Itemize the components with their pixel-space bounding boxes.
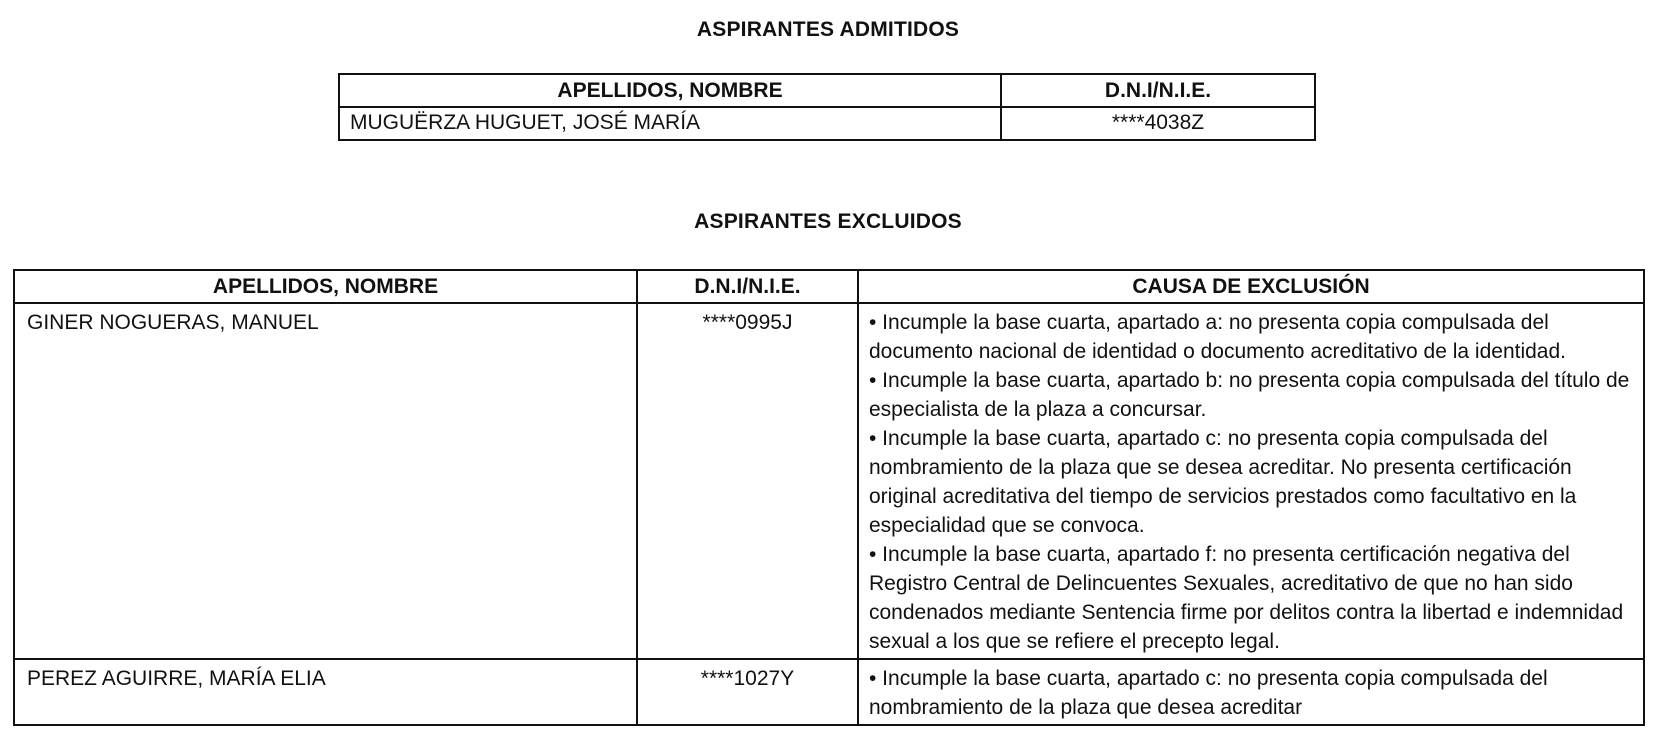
admitted-header-row <box>339 74 1315 107</box>
excluded-header-row <box>14 270 1644 303</box>
excluded-header-name: APELLIDOS, NOMBRE <box>14 270 637 303</box>
excluded-header-cause: CAUSA DE EXCLUSIÓN <box>858 270 1644 303</box>
excluded-header-dni: D.N.I/N.I.E. <box>637 270 858 303</box>
table-row <box>14 659 1644 725</box>
exclusion-reason: • Incumple la base cuarta, apartado b: no presenta copia compulsada del título de especialista de la plaza a concursar. <box>869 369 1630 421</box>
table-row <box>14 303 1644 659</box>
exclusion-reason: • Incumple la base cuarta, apartado c: no presenta copia compulsada del nombramiento de la plaza que se desea acreditar. No presenta certificación original acreditativa del tiempo de servicios prestados como facultativo en la especialidad que se convoca. <box>869 427 1577 537</box>
exclusion-reasons-cell <box>858 303 1644 659</box>
admitted-header-name: APELLIDOS, NOMBRE <box>339 74 1001 107</box>
excluded-name-cell: PEREZ AGUIRRE, MARÍA ELIA <box>14 659 637 725</box>
table-row <box>339 107 1315 140</box>
exclusion-reasons-cell <box>858 659 1644 725</box>
excluded-dni-cell: ****0995J <box>637 303 858 659</box>
excluded-section-title: ASPIRANTES EXCLUIDOS <box>694 210 962 233</box>
excluded-dni-cell: ****1027Y <box>637 659 858 725</box>
admitted-section-title: ASPIRANTES ADMITIDOS <box>696 18 960 41</box>
exclusion-reason: • Incumple la base cuarta, apartado c: no presenta copia compulsada del nombramiento de la plaza que desea acreditar <box>869 667 1548 719</box>
excluded-table <box>13 269 1645 726</box>
admitted-name-cell: MUGUËRZA HUGUET, JOSÉ MARÍA <box>339 107 1001 140</box>
admitted-header-dni: D.N.I/N.I.E. <box>1001 74 1315 107</box>
admitted-table <box>338 73 1316 141</box>
exclusion-reason: • Incumple la base cuarta, apartado a: no presenta copia compulsada del documento nacional de identidad o documento acreditativo de la identidad. <box>869 311 1566 363</box>
excluded-name-cell: GINER NOGUERAS, MANUEL <box>14 303 637 659</box>
exclusion-reason: • Incumple la base cuarta, apartado f: no presenta certificación negativa del Registro Central de Delincuentes Sexuales, acreditativo de que no han sido condenados mediante Sentencia firme por delitos contra la libertad e indemnidad sexual a los que se refiere el precepto legal. <box>869 543 1624 653</box>
admitted-dni-cell: ****4038Z <box>1001 107 1315 140</box>
